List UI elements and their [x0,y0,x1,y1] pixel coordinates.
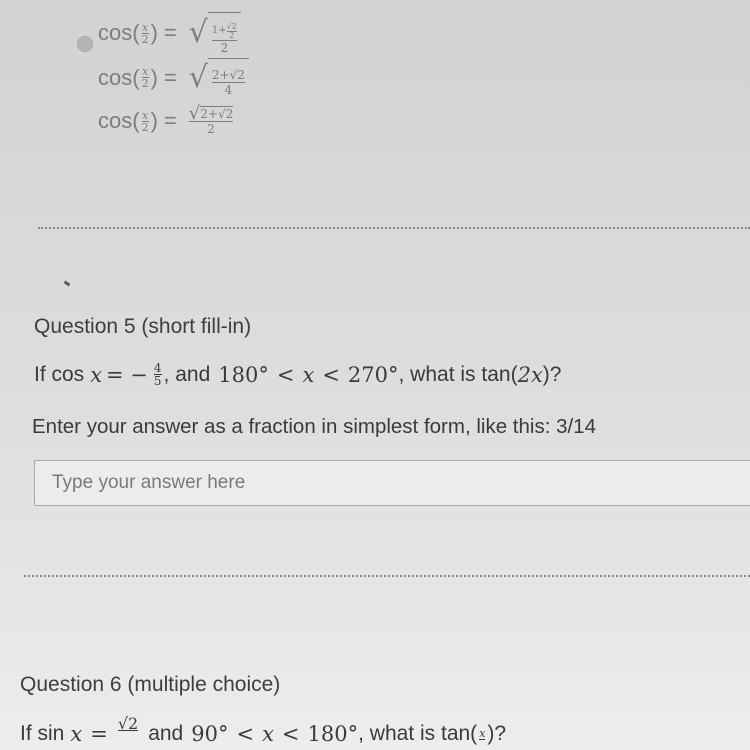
choice-1[interactable]: cos ( $\frac{x}{2}$ ) = √ 1+ √2 2 2 [98,12,241,55]
question-5-instruction: Enter your answer as a fraction in simplest form, like this: 3/14 [32,415,596,438]
x-over-2: $\frac{x}{2}$ [141,20,149,46]
question-5-prompt: If cos x = − $\frac{4}{5}$ , and 180° < x < 270° , what is tan( 2x )? [34,361,562,388]
sqrt-symbol: √ [188,15,208,51]
fraction-4-5: $\frac{4}{5}$ [153,361,162,388]
sqrt-symbol: √ [188,59,208,95]
question-6-prompt: If sin x = √2 and 90° < x < 180° , what is tan( x )? [20,713,507,746]
stray-mark [64,281,71,287]
choice-3[interactable]: cos ( $\frac{x}{2}$ ) = √ 2+√2 2 [98,102,234,136]
sqrt-symbol: √ [188,102,201,124]
answer-input[interactable] [34,460,750,506]
cos-label: cos [98,20,133,46]
choice-2[interactable]: cos ( $\frac{x}{2}$ ) = √ $\frac{2+√2}{4}$ [98,58,249,97]
radio-button[interactable] [77,36,93,52]
section-divider [38,227,750,229]
question-5-title: Question 5 (short fill-in) [34,315,252,338]
question-6-title: Question 6 (multiple choice) [20,673,281,696]
fraction-sqrt2: √2 [117,713,139,733]
section-divider [24,575,750,577]
